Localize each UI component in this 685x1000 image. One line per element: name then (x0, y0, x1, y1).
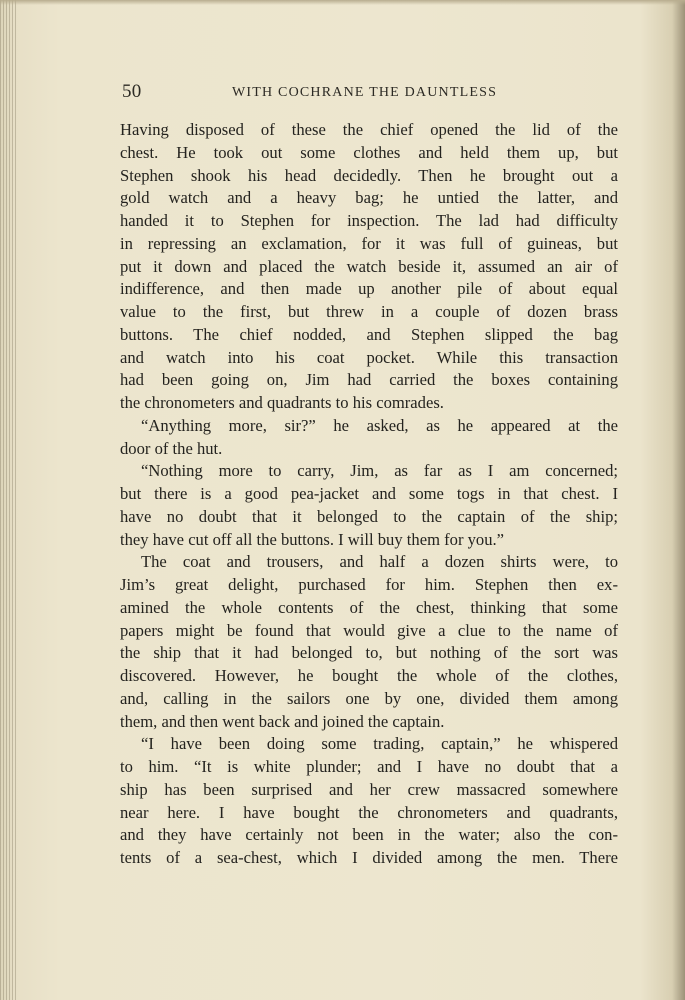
text-line: near here. I have bought the chronometers and quadrants, (120, 802, 618, 822)
text-line: gold watch and a heavy bag; he untied the latter, and (120, 188, 618, 208)
text-line: value to the first, but threw in a couple of dozen brass (120, 302, 618, 321)
text-line: chest. He took out some clothes and held them up, but (120, 142, 618, 162)
text-line: and watch into his coat pocket. While this transaction (120, 347, 618, 367)
text-line: the chronometers and quadrants to his comrades. (120, 393, 444, 412)
text-line: Jim’s great delight, purchased for him. Stephen then ex- (120, 575, 618, 594)
text-line: have no doubt that it belonged to the captain of the ship; (120, 506, 618, 526)
text-line: handed it to Stephen for inspection. The lad had difficulty (120, 211, 618, 230)
page-binding-edge (0, 0, 16, 1000)
text-line: “Anything more, sir?” he asked, as he appeared at the (141, 415, 618, 435)
text-line: them, and then went back and joined the captain. (120, 711, 445, 731)
running-title: WITH COCHRANE THE DAUNTLESS (232, 85, 498, 100)
page-top-edge (0, 0, 685, 5)
text-line: in repressing an exclamation, for it was full of guineas, but (120, 233, 618, 253)
text-line: tents of a sea-chest, which I divided among the men. There (120, 848, 618, 867)
text-line: indifference, and then made up another pile of about equal (120, 279, 618, 299)
text-line: papers might be found that would give a clue to the name of (120, 620, 618, 640)
text-line: but there is a good pea-jacket and some togs in that chest. I (120, 484, 618, 503)
text-line: to him. “It is white plunder; and I have no doubt that a (120, 757, 618, 776)
text-line: The coat and trousers, and half a dozen shirts were, to (141, 552, 618, 572)
page-header (122, 81, 617, 105)
text-line: Stephen shook his head decidedly. Then he brought out a (120, 165, 618, 185)
text-line: had been going on, Jim had carried the boxes containing (120, 370, 618, 390)
text-line: “I have been doing some trading, captain,” he whispered (141, 734, 618, 754)
text-line: discovered. However, he bought the whole of the clothes, (120, 666, 618, 685)
text-line: ship has been surprised and her crew massacred somewhere (120, 779, 618, 799)
text-line: buttons. The chief nodded, and Stephen slipped the bag (120, 324, 618, 344)
text-line: they have cut off all the buttons. I will buy them for you.” (120, 529, 505, 549)
text-line: door of the hut. (120, 438, 223, 458)
text-line: amined the whole contents of the chest, thinking that some (120, 597, 618, 617)
text-line: put it down and placed the watch beside it, assumed an air of (120, 256, 618, 276)
text-line: the ship that it had belonged to, but nothing of the sort was (120, 643, 618, 663)
text-line: and they have certainly not been in the water; also the con- (120, 825, 618, 845)
text-line: “Nothing more to carry, Jim, as far as I am concerned; (141, 461, 618, 481)
body-text (120, 119, 618, 870)
text-line: Having disposed of these the chief opened the lid of the (120, 120, 618, 139)
page-number: 50 (122, 81, 142, 102)
text-line: and, calling in the sailors one by one, divided them among (120, 688, 618, 708)
